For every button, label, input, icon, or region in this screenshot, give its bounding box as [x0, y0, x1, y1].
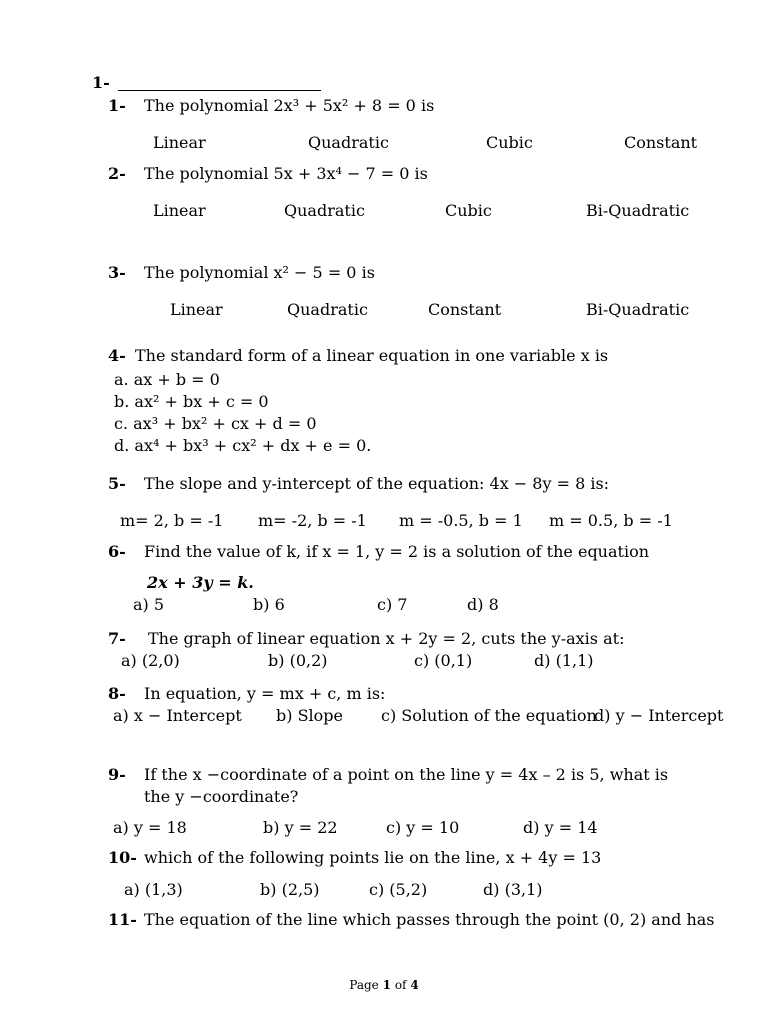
question-stem: The polynomial 5x + 3x⁴ − 7 = 0 is: [144, 164, 428, 183]
option: Bi-Quadratic: [586, 201, 690, 220]
of-label: of: [394, 978, 407, 992]
option: a) y = 18: [113, 818, 187, 837]
option: a) (1,3): [124, 880, 183, 899]
question-stem: The polynomial x² − 5 = 0 is: [144, 263, 375, 282]
question-stem-line2: the y −coordinate?: [144, 787, 299, 806]
option: b) Slope: [276, 706, 343, 725]
option: a) 5: [133, 595, 165, 614]
option: d) y = 14: [523, 818, 598, 837]
option: m= -2, b = -1: [258, 511, 367, 530]
option: c) (0,1): [414, 651, 473, 670]
option: m = -0.5, b = 1: [399, 511, 523, 530]
question-number: 1-: [108, 96, 126, 115]
option: Quadratic: [308, 133, 389, 152]
question-number: 6-: [108, 542, 126, 561]
option: Quadratic: [284, 201, 365, 220]
question-number: 8-: [108, 684, 126, 703]
option: b. ax² + bx + c = 0: [114, 392, 269, 411]
option: m= 2, b = -1: [120, 511, 224, 530]
page-total: 4: [410, 978, 419, 992]
question-number: 3-: [108, 263, 126, 282]
option: b) (2,5): [260, 880, 320, 899]
option: Bi-Quadratic: [586, 300, 690, 319]
question-stem: If the x −coordinate of a point on the line y = 4x – 2 is 5, what is: [144, 765, 669, 784]
question-number: 7-: [108, 629, 126, 648]
question-stem: The graph of linear equation x + 2y = 2, cuts the y-axis at:: [148, 629, 625, 648]
question-number: 4-: [108, 346, 126, 365]
option: d) (1,1): [534, 651, 594, 670]
page-label: Page: [349, 978, 379, 992]
page-footer: [0, 978, 768, 992]
question-number: 10-: [108, 848, 137, 867]
question-stem-equation: 2x + 3y = k.: [147, 573, 254, 592]
section-number: 1-: [92, 73, 110, 92]
option: Constant: [428, 300, 502, 319]
question-stem: In equation, y = mx + c, m is:: [144, 684, 386, 703]
option: c. ax³ + bx² + cx + d = 0: [114, 414, 317, 433]
option: m = 0.5, b = -1: [549, 511, 673, 530]
question-stem: which of the following points lie on the line, x + 4y = 13: [144, 848, 602, 867]
option: c) (5,2): [369, 880, 428, 899]
question-stem: Find the value of k, if x = 1, y = 2 is a solution of the equation: [144, 542, 650, 561]
question-stem: The equation of the line which passes through the point (0, 2) and has: [144, 910, 715, 929]
question-number: 9-: [108, 765, 126, 784]
option: d. ax⁴ + bx³ + cx² + dx + e = 0.: [114, 436, 372, 455]
option: Linear: [153, 133, 206, 152]
option: d) (3,1): [483, 880, 543, 899]
option: c) y = 10: [386, 818, 460, 837]
option: Cubic: [486, 133, 533, 152]
option: b) (0,2): [268, 651, 328, 670]
option: Cubic: [445, 201, 492, 220]
option: c) 7: [377, 595, 408, 614]
option: Constant: [624, 133, 698, 152]
question-number: 5-: [108, 474, 126, 493]
question-stem: The standard form of a linear equation in one variable x is: [135, 346, 609, 365]
option: d) y − Intercept: [594, 706, 724, 725]
page-number: 1: [382, 978, 391, 992]
option: a. ax + b = 0: [114, 370, 220, 389]
question-number: 2-: [108, 164, 126, 183]
option: Quadratic: [287, 300, 368, 319]
answer-blank-line: [118, 90, 321, 91]
option: Linear: [170, 300, 223, 319]
option: a) x − Intercept: [113, 706, 242, 725]
option: b) y = 22: [263, 818, 338, 837]
question-stem: The slope and y-intercept of the equation: 4x − 8y = 8 is:: [144, 474, 610, 493]
question-stem: The polynomial 2x³ + 5x² + 8 = 0 is: [144, 96, 435, 115]
option: c) Solution of the equation: [381, 706, 597, 725]
question-number: 11-: [108, 910, 137, 929]
option: b) 6: [253, 595, 285, 614]
option: d) 8: [467, 595, 499, 614]
option: Linear: [153, 201, 206, 220]
option: a) (2,0): [121, 651, 180, 670]
